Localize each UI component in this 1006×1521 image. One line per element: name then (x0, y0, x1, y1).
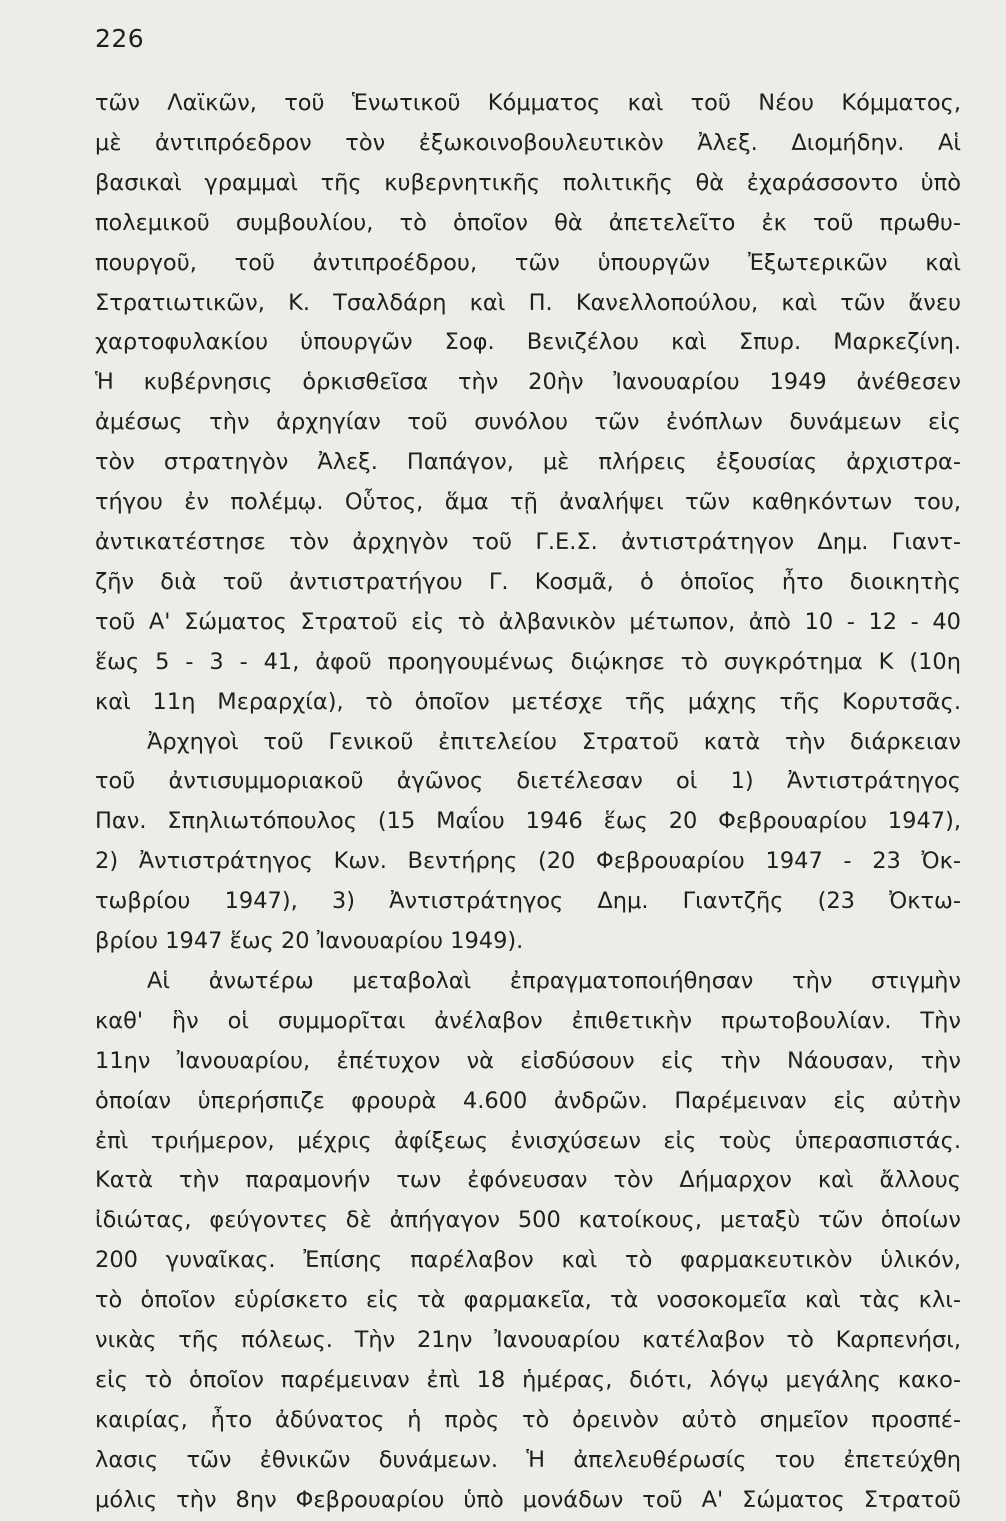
text-line: καιρίας, ἦτο ἀδύνατος ἡ πρὸς τὸ ὀρεινὸν αὐτὸ σημεῖον προσπέ- (95, 1406, 961, 1433)
page-number: 226 (95, 24, 145, 53)
text-line: ἕως 5 - 3 - 41, ἀφοῦ προηγουμένως διῴκησε τὸ συγκρότημα Κ (10η (95, 648, 961, 675)
paragraph-4 (95, 962, 961, 1521)
text-line: νικὰς τῆς πόλεως. Τὴν 21ην Ἰανουαρίου κατέλαβον τὸ Καρπενήσι, (95, 1327, 961, 1354)
text-line: ἰδιώτας, φεύγοντες δὲ ἀπήγαγον 500 κατοίκους, μεταξὺ τῶν ὁποίων (95, 1207, 961, 1234)
text-line: βασικαὶ γραμμαὶ τῆς κυβερνητικῆς πολιτικῆς θὰ ἐχαράσσοντο ὑπὸ (95, 169, 961, 196)
paragraph-1 (95, 84, 961, 363)
text-line: πουργοῦ, τοῦ ἀντιπροέδρου, τῶν ὑπουργῶν Ἐξωτερικῶν καὶ (95, 249, 961, 276)
text-line: Ἀρχηγοὶ τοῦ Γενικοῦ ἐπιτελείου Στρατοῦ κατὰ τὴν διάρκειαν (147, 728, 961, 755)
text-line: βρίου 1947 ἕως 20 Ἰανουαρίου 1949). (95, 928, 524, 955)
text-line: 11ην Ἰανουαρίου, ἐπέτυχον νὰ εἰσδύσουν εἰς τὴν Νάουσαν, τὴν (95, 1047, 961, 1074)
text-line: Στρατιωτικῶν, Κ. Τσαλδάρη καὶ Π. Κανελλοπούλου, καὶ τῶν ἄνευ (95, 289, 961, 316)
text-line: τήγου ἐν πολέμῳ. Οὗτος, ἅμα τῇ ἀναλήψει τῶν καθηκόντων του, (95, 489, 961, 516)
text-line: ὁποίαν ὑπερήσπιζε φρουρὰ 4.600 ἀνδρῶν. Παρέμειναν εἰς αὐτὴν (95, 1087, 961, 1114)
text-line: πολεμικοῦ συμβουλίου, τὸ ὁποῖον θὰ ἀπετελεῖτο ἐκ τοῦ πρωθυ- (95, 209, 961, 236)
text-line: τοῦ ἀντισυμμοριακοῦ ἀγῶνος διετέλεσαν οἱ 1) Ἀντιστράτηγος (95, 768, 961, 795)
text-line: τωβρίου 1947), 3) Ἀντιστράτηγος Δημ. Γιαντζῆς (23 Ὀκτω- (95, 888, 961, 915)
text-line: Παν. Σπηλιωτόπουλος (15 Μαΐου 1946 ἕως 20 Φεβρουαρίου 1947), (95, 808, 961, 835)
text-line: καθ' ἣν οἱ συμμορῖται ἀνέλαβον ἐπιθετικὴν πρωτοβουλίαν. Τὴν (95, 1007, 961, 1034)
text-line: ζῆν διὰ τοῦ ἀντιστρατήγου Γ. Κοσμᾶ, ὁ ὁποῖος ἦτο διοικητὴς (95, 568, 961, 595)
text-line: ἐπὶ τριήμερον, μέχρις ἀφίξεως ἐνισχύσεων εἰς τοὺς ὑπερασπιστάς. (95, 1127, 961, 1154)
paragraph-2 (95, 363, 961, 722)
text-line: Ἡ κυβέρνησις ὁρκισθεῖσα τὴν 20ὴν Ἰανουαρίου 1949 ἀνέθεσεν (95, 369, 961, 396)
text-line: εἰς τὸ ὁποῖον παρέμειναν ἐπὶ 18 ἡμέρας, διότι, λόγῳ μεγάλης κακο- (95, 1367, 961, 1393)
text-line: μὲ ἀντιπρόεδρον τὸν ἐξωκοινοβουλευτικὸν Ἀλεξ. Διομήδην. Αἱ (95, 129, 961, 156)
paragraph-3 (95, 723, 961, 962)
body-text (95, 84, 961, 1521)
text-line: ἀντικατέστησε τὸν ἀρχηγὸν τοῦ Γ.Ε.Σ. ἀντιστράτηγον Δημ. Γιαντ- (95, 528, 961, 555)
text-line: χαρτοφυλακίου ὑπουργῶν Σοφ. Βενιζέλου καὶ Σπυρ. Μαρκεζίνη. (95, 329, 961, 356)
text-line: 200 γυναῖκας. Ἐπίσης παρέλαβον καὶ τὸ φαρμακευτικὸν ὑλικόν, (95, 1247, 961, 1274)
text-line: λασις τῶν ἐθνικῶν δυνάμεων. Ἡ ἀπελευθέρωσίς του ἐπετεύχθη (95, 1446, 961, 1473)
text-line: καὶ 11η Μεραρχία), τὸ ὁποῖον μετέσχε τῆς μάχης τῆς Κορυτσᾶς. (95, 688, 961, 715)
text-line: 2) Ἀντιστράτηγος Κων. Βεντήρης (20 Φεβρουαρίου 1947 - 23 Ὀκ- (95, 848, 961, 875)
text-line: μόλις τὴν 8ην Φεβρουαρίου ὑπὸ μονάδων τοῦ Α' Σώματος Στρατοῦ (95, 1486, 961, 1513)
text-line: Αἱ ἀνωτέρω μεταβολαὶ ἐπραγματοποιήθησαν τὴν στιγμὴν (147, 967, 961, 994)
text-line: τῶν Λαϊκῶν, τοῦ Ἑνωτικοῦ Κόμματος καὶ τοῦ Νέου Κόμματος, (95, 90, 961, 116)
text-line: Κατὰ τὴν παραμονήν των ἐφόνευσαν τὸν Δήμαρχον καὶ ἄλλους (95, 1167, 961, 1194)
text-line: τοῦ Α' Σώματος Στρατοῦ εἰς τὸ ἀλβανικὸν μέτωπον, ἀπὸ 10 - 12 - 40 (95, 608, 961, 635)
text-line: τὸν στρατηγὸν Ἀλεξ. Παπάγον, μὲ πλήρεις ἐξουσίας ἀρχιστρα- (95, 449, 961, 476)
text-line: ἀμέσως τὴν ἀρχηγίαν τοῦ συνόλου τῶν ἐνόπλων δυνάμεων εἰς (95, 409, 961, 436)
text-line: τὸ ὁποῖον εὑρίσκετο εἰς τὰ φαρμακεῖα, τὰ νοσοκομεῖα καὶ τὰς κλι- (95, 1287, 961, 1314)
